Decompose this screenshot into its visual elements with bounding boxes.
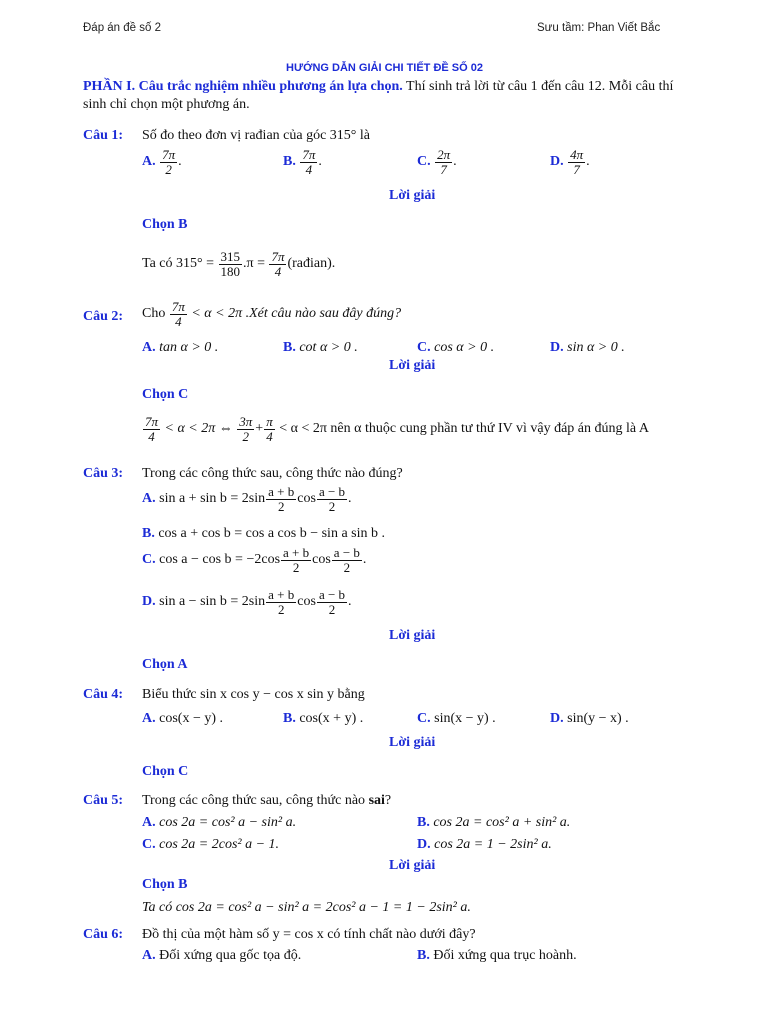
q4-option-b: B. cos(x + y) . [283,711,364,726]
q1-option-a: A. $\frac{7\pi}{2}$ . [142,147,182,177]
q4-option-c: C. sin(x − y) . [417,711,496,726]
q2-text: Cho $\frac{7\pi}{4}$ < α < 2π .Xét câu nào sau đây đúng? [142,299,402,329]
doc-title: HƯỚNG DẪN GIẢI CHI TIẾT ĐỀ SỐ 02 [286,62,483,74]
q5-text: Trong các công thức sau, công thức nào sai? [142,793,392,808]
q6-option-b: B. Đối xứng qua trục hoành. [417,948,577,963]
q6-option-a: A. Đối xứng qua gốc tọa độ. [142,948,302,963]
q1-option-b: B. $\frac{7\pi}{4}$ . [283,147,322,177]
q3-label: Câu 3: [83,466,124,481]
q3-choice: Chọn A [142,657,188,672]
part1-intro [83,79,673,95]
header-left: Đáp án đề số 2 [83,22,162,34]
q3-option-b: B. cos a + cos b = cos a cos b − sin a sin b . [142,526,385,541]
q5-solution: Ta có cos 2a = cos² a − sin² a = 2cos² a − 1 = 1 − 2sin² a. [142,900,471,915]
q5-solution-label: Lời giải [389,858,436,873]
q4-label: Câu 4: [83,687,124,702]
q6-label: Câu 6: [83,927,124,942]
q5-label: Câu 5: [83,793,124,808]
q3-option-d: D. sin a − sin b = 2sin $\frac{a + b}{2}$ cos $\frac{a - b}{2}$ . [142,587,352,617]
q5-option-b: B. cos 2a = cos² a + sin² a. [417,815,571,830]
q2-option-a: A. tan α > 0 . [142,340,219,355]
q1-solution: Ta có 315° = $\frac{315}{180}$ .π = $\frac{7\pi}{4}$ (rađian). [142,249,336,279]
q5-option-c: C. cos 2a = 2cos² a − 1. [142,837,280,852]
q2-option-b: B. cot α > 0 . [283,340,358,355]
q1-option-d: D. $\frac{4\pi}{7}$ . [550,147,590,177]
q4-solution-label: Lời giải [389,735,436,750]
q1-choice: Chọn B [142,217,188,232]
q4-option-d: D. sin(y − x) . [550,711,629,726]
part1-intro-line2: sinh chỉ chọn một phương án. [83,97,250,112]
q2-choice: Chọn C [142,387,189,402]
q3-option-c: C. cos a − cos b = −2cos $\frac{a + b}{2}$ cos $\frac{a - b}{2}$ . [142,545,367,575]
q4-option-a: A. cos(x − y) . [142,711,224,726]
part1-intro-line1: Thí sinh trả lời từ câu 1 đến câu 12. Mỗi câu thí [402,79,674,94]
part1-heading: PHẦN I. Câu trắc nghiệm nhiều phương án lựa chọn. [83,79,403,94]
q3-option-a: A. sin a + sin b = 2sin $\frac{a + b}{2}$ cos $\frac{a - b}{2}$ . [142,484,352,514]
q3-text: Trong các công thức sau, công thức nào đúng? [142,466,403,481]
q1-solution-label: Lời giải [389,188,436,203]
q2-label: Câu 2: [83,309,124,324]
q2-solution: $\frac{7\pi}{4}$ < α < 2π ⇔ $\frac{3\pi}{2}$ + $\frac{\pi}{4}$ < α < 2π nên α thuộc cung phần tư thứ IV vì vậy đáp án đúng là A [145,414,649,444]
q2-solution-label: Lời giải [389,358,436,373]
q2-option-c: C. cos α > 0 . [417,340,495,355]
q1-label: Câu 1: [83,128,124,143]
q4-choice: Chọn C [142,764,189,779]
q1-text: Số đo theo đơn vị rađian của góc 315° là [142,128,371,143]
q5-choice: Chọn B [142,877,188,892]
q5-option-d: D. cos 2a = 1 − 2sin² a. [417,837,552,852]
header-right: Sưu tầm: Phan Viết Bắc [537,22,661,34]
q2-option-d: D. sin α > 0 . [550,340,625,355]
q6-text: Đồ thị của một hàm số y = cos x có tính chất nào dưới đây? [142,927,476,942]
q1-option-c: C. $\frac{2\pi}{7}$ . [417,147,457,177]
q3-solution-label: Lời giải [389,628,436,643]
q5-option-a: A. cos 2a = cos² a − sin² a. [142,815,297,830]
q4-text: Biểu thức sin x cos y − cos x sin y bằng [142,687,365,702]
